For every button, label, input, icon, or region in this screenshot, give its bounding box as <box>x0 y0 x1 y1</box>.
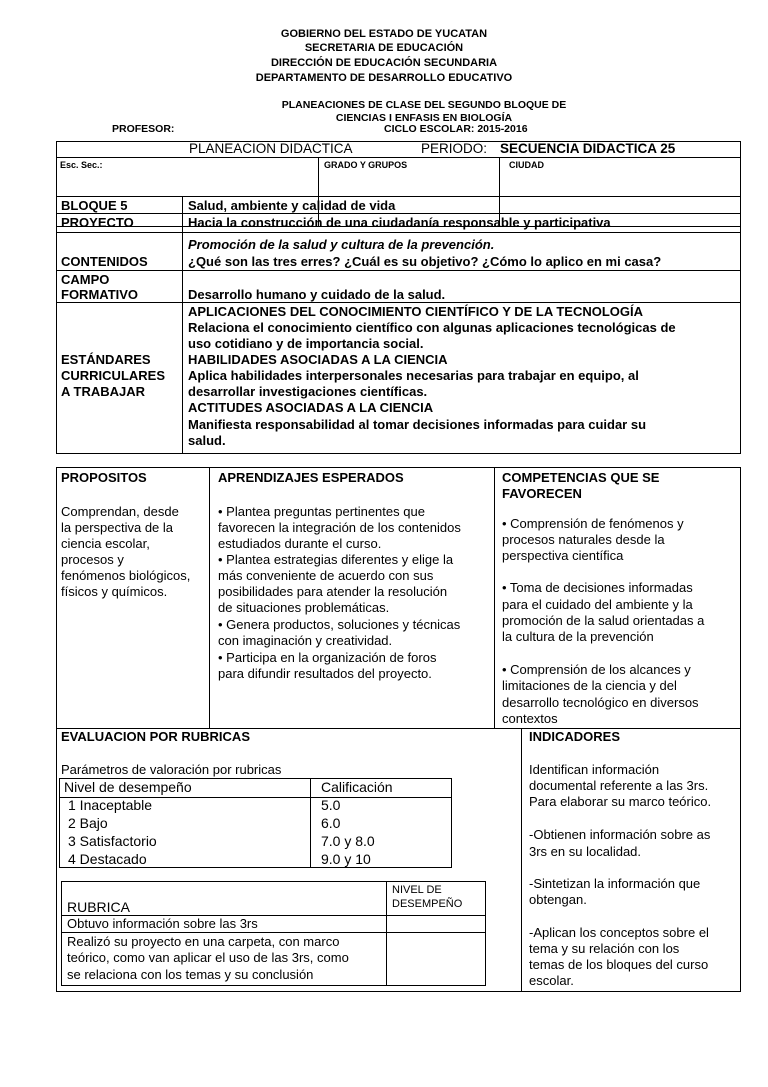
estandares-line: Manifiesta responsabilidad al tomar decisiones informadas para cuidar su <box>188 417 647 432</box>
competencia-line: desarrollo tecnológico en diversos <box>502 695 699 710</box>
aprendizaje-line: • Participa en la organización de foros <box>218 650 437 665</box>
competencia-line: • Comprensión de fenómenos y <box>502 516 684 531</box>
proposito-line: procesos y <box>61 552 124 567</box>
indicador-line: Para elaborar su marco teórico. <box>529 794 712 809</box>
header-line-4: DEPARTAMENTO DE DESARROLLO EDUCATIVO <box>255 72 513 84</box>
campo-label-2: FORMATIVO <box>61 287 139 302</box>
propositos-header: PROPOSITOS <box>61 470 147 485</box>
aprendizaje-line: favorecen la integración de los contenidos <box>218 520 461 535</box>
planeacion-title: PLANEACION DIDACTICA <box>189 141 353 156</box>
nivel-header: Nivel de desempeño <box>64 779 192 795</box>
rubrica-row-2-line: teórico, como van aplicar el uso de las 3rs, como <box>67 950 349 965</box>
competencia-line: • Toma de decisiones informadas <box>502 580 693 595</box>
contenidos-line-2: ¿Qué son las tres erres? ¿Cuál es su objetivo? ¿Cómo lo aplico en mi casa? <box>188 254 662 269</box>
esc-sec-label: Esc. Sec.: <box>60 160 103 170</box>
estandares-line: Relaciona el conocimiento científico con algunas aplicaciones tecnológicas de <box>188 320 676 335</box>
calificacion-row: 6.0 <box>321 815 341 831</box>
proposito-line: la perspectiva de la <box>61 520 174 535</box>
estandares-line: HABILIDADES ASOCIADAS A LA CIENCIA <box>188 352 448 367</box>
estandares-line: desarrollar investigaciones científicas. <box>188 384 428 399</box>
evaluacion-header: EVALUACION POR RUBRICAS <box>61 729 250 744</box>
aprendizaje-line: • Genera productos, soluciones y técnicas <box>218 617 461 632</box>
estandares-line: ACTITUDES ASOCIADAS A LA CIENCIA <box>188 400 434 415</box>
nivel-row: 3 Satisfactorio <box>68 833 157 849</box>
competencia-line: • Comprensión de los alcances y <box>502 662 691 677</box>
ciclo-escolar: CICLO ESCOLAR: 2015-2016 <box>384 123 528 135</box>
competencia-line: procesos naturales desde la <box>502 532 665 547</box>
estandares-label-3: A TRABAJAR <box>61 384 146 399</box>
indicadores-header: INDICADORES <box>529 729 621 744</box>
proposito-line: ciencia escolar, <box>61 536 150 551</box>
campo-value: Desarrollo humano y cuidado de la salud. <box>188 287 446 302</box>
nivel-row: 1 Inaceptable <box>68 797 153 813</box>
rubrica-row-1: Obtuvo información sobre las 3rs <box>67 916 258 931</box>
aprendizaje-line: posibilidades para atender la resolución <box>218 584 448 599</box>
competencias-header-2: FAVORECEN <box>502 486 582 501</box>
calificacion-row: 5.0 <box>321 797 341 813</box>
rubrica-header: RUBRICA <box>67 899 131 915</box>
indicador-line: -Obtienen información sobre as <box>529 827 711 842</box>
secuencia-didactica: SECUENCIA DIDACTICA 25 <box>500 141 676 156</box>
estandares-label-1: ESTÁNDARES <box>61 352 151 367</box>
rubrica-row-2-line: Realizó su proyecto en una carpeta, con marco <box>67 934 340 949</box>
aprendizaje-line: más conveniente de acuerdo con sus <box>218 568 434 583</box>
aprendizajes-header: APRENDIZAJES ESPERADOS <box>218 470 404 485</box>
estandares-line: Aplica habilidades interpersonales necesarias para trabajar en equipo, al <box>188 368 639 383</box>
aprendizaje-line: con imaginación y creatividad. <box>218 633 393 648</box>
indicador-line: escolar. <box>529 973 574 988</box>
indicador-line: temas de los bloques del curso <box>529 957 709 972</box>
indicador-line: obtengan. <box>529 892 587 907</box>
nivel-desempeno-header-1: NIVEL DE <box>392 884 442 896</box>
bloque-value: Salud, ambiente y calidad de vida <box>188 198 396 213</box>
aprendizaje-line: de situaciones problemáticas. <box>218 600 390 615</box>
campo-label-1: CAMPO <box>61 272 110 287</box>
periodo-label: PERIODO: <box>421 141 488 156</box>
bloque-label: BLOQUE 5 <box>61 198 128 213</box>
competencias-header-1: COMPETENCIAS QUE SE <box>502 470 660 485</box>
proyecto-value: Hacia la construcción de una ciudadanía responsable y participativa <box>188 215 611 230</box>
aprendizaje-line: estudiados durante el curso. <box>218 536 382 551</box>
proposito-line: fenómenos biológicos, <box>61 568 191 583</box>
indicador-line: 3rs en su localidad. <box>529 844 642 859</box>
header-line-3: DIRECCIÓN DE EDUCACIÓN SECUNDARIA <box>270 57 498 69</box>
header-line-6: CIENCIAS I ENFASIS EN BIOLOGÍA <box>335 112 513 124</box>
proyecto-label: PROYECTO <box>61 215 134 230</box>
indicador-line: Identifican información <box>529 762 660 777</box>
proposito-line: físicos y químicos. <box>61 584 168 599</box>
grado-grupos-label: GRADO Y GRUPOS <box>324 160 408 170</box>
rubrica-row-2-line: se relaciona con los temas y su conclusión <box>67 967 314 982</box>
contenidos-label: CONTENIDOS <box>61 254 148 269</box>
competencia-line: perspectiva científica <box>502 548 624 563</box>
aprendizaje-line: • Plantea preguntas pertinentes que <box>218 504 425 519</box>
indicador-line: -Aplican los conceptos sobre el <box>529 925 709 940</box>
profesor-label: PROFESOR: <box>112 123 175 135</box>
competencia-line: para el cuidado del ambiente y la <box>502 597 693 612</box>
nivel-row: 2 Bajo <box>68 815 108 831</box>
nivel-desempeno-header-2: DESEMPEÑO <box>392 898 463 910</box>
competencia-line: limitaciones de la ciencia y del <box>502 678 677 693</box>
header-line-2: SECRETARIA DE EDUCACIÓN <box>304 42 464 54</box>
aprendizaje-line: para difundir resultados del proyecto. <box>218 666 432 681</box>
calificacion-row: 7.0 y 8.0 <box>321 833 375 849</box>
aprendizaje-line: • Plantea estrategias diferentes y elige la <box>218 552 454 567</box>
parametros-label: Parámetros de valoración por rubricas <box>61 762 282 777</box>
estandares-line: uso cotidiano y de importancia social. <box>188 336 424 351</box>
estandares-line: salud. <box>188 433 226 448</box>
ciudad-label: CIUDAD <box>509 160 544 170</box>
nivel-row: 4 Destacado <box>68 851 147 867</box>
contenidos-line-1: Promoción de la salud y cultura de la prevención. <box>188 237 495 252</box>
calificacion-header: Calificación <box>321 779 393 795</box>
header-line-5: PLANEACIONES DE CLASE DEL SEGUNDO BLOQUE DE <box>281 99 567 111</box>
estandares-label-2: CURRICULARES <box>61 368 165 383</box>
competencia-line: contextos <box>502 711 558 726</box>
competencia-line: la cultura de la prevención <box>502 629 654 644</box>
calificacion-row: 9.0 y 10 <box>321 851 371 867</box>
competencia-line: promoción de la salud orientadas a <box>502 613 705 628</box>
estandares-line: APLICACIONES DEL CONOCIMIENTO CIENTÍFICO Y DE LA TECNOLOGÍA <box>188 304 644 319</box>
indicador-line: documental referente a las 3rs. <box>529 778 709 793</box>
header-line-1: GOBIERNO DEL ESTADO DE YUCATAN <box>280 28 488 40</box>
indicador-line: tema y su relación con los <box>529 941 680 956</box>
proposito-line: Comprendan, desde <box>61 504 179 519</box>
indicador-line: -Sintetizan la información que <box>529 876 701 891</box>
